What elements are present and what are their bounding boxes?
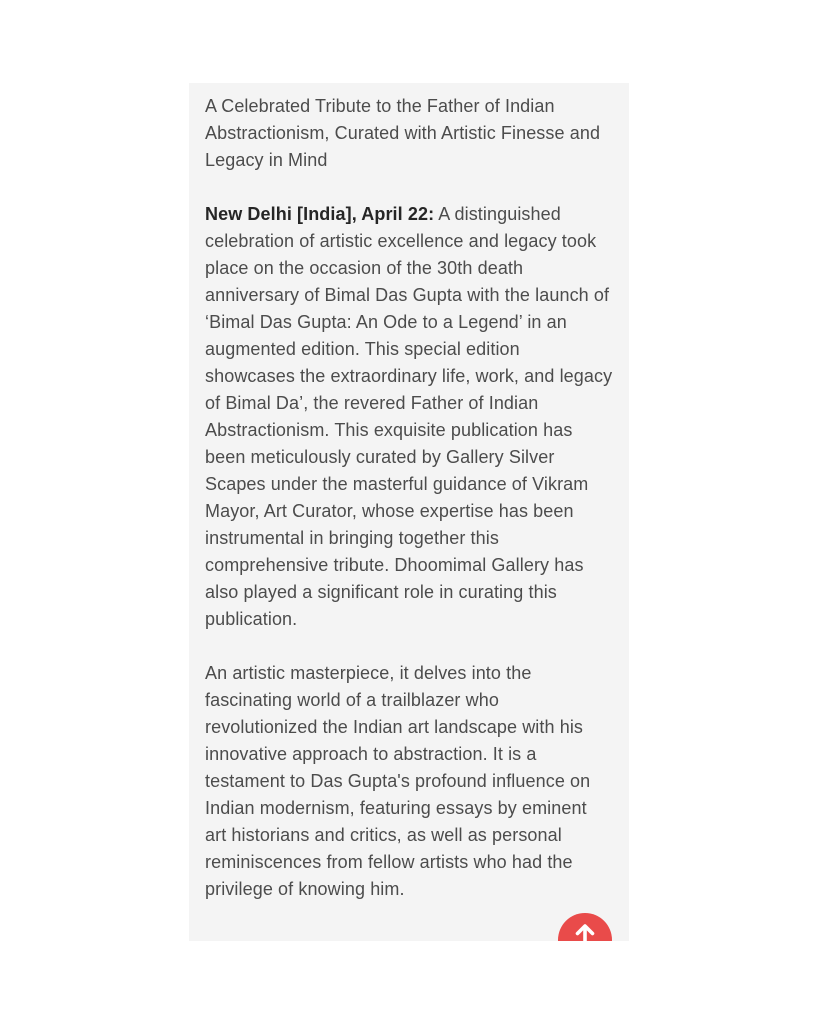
arrow-up-icon [573, 921, 597, 941]
scroll-to-top-button[interactable] [558, 913, 612, 941]
closing-paragraph: An artistic masterpiece, it delves into the fascinating world of a trailblazer who revolutionized the Indian art landscape with his innovative approach to abstraction. It is a testament to Das Gupta's profound influence on Indian modernism, featuring essays by eminent art historians and critics, as well as personal reminiscences from fellow artists who had the privilege of knowing him. [205, 663, 591, 899]
dateline-paragraph [205, 201, 613, 633]
article-panel [189, 83, 629, 941]
intro-paragraph: A Celebrated Tribute to the Father of Indian Abstractionism, Curated with Artistic Finesse and Legacy in Mind [205, 96, 601, 170]
dateline-body: A distinguished celebration of artistic excellence and legacy took place on the occasion of the 30th death anniversary of Bimal Das Gupta with the launch of ‘Bimal Das Gupta: An Ode to a Legend’ in an augmented edition. This special edition showcases the extraordinary life, work, and legacy of Bimal Da’, the revered Father of Indian Abstractionism. This exquisite publication has been meticulously curated by Gallery Silver Scapes under the masterful guidance of Vikram Mayor, Art Curator, whose expertise has been instrumental in bringing together this comprehensive tribute. Dhoomimal Gallery has also played a significant role in curating this publication. [205, 204, 613, 629]
dateline-lead: New Delhi [India], April 22: [205, 204, 435, 224]
